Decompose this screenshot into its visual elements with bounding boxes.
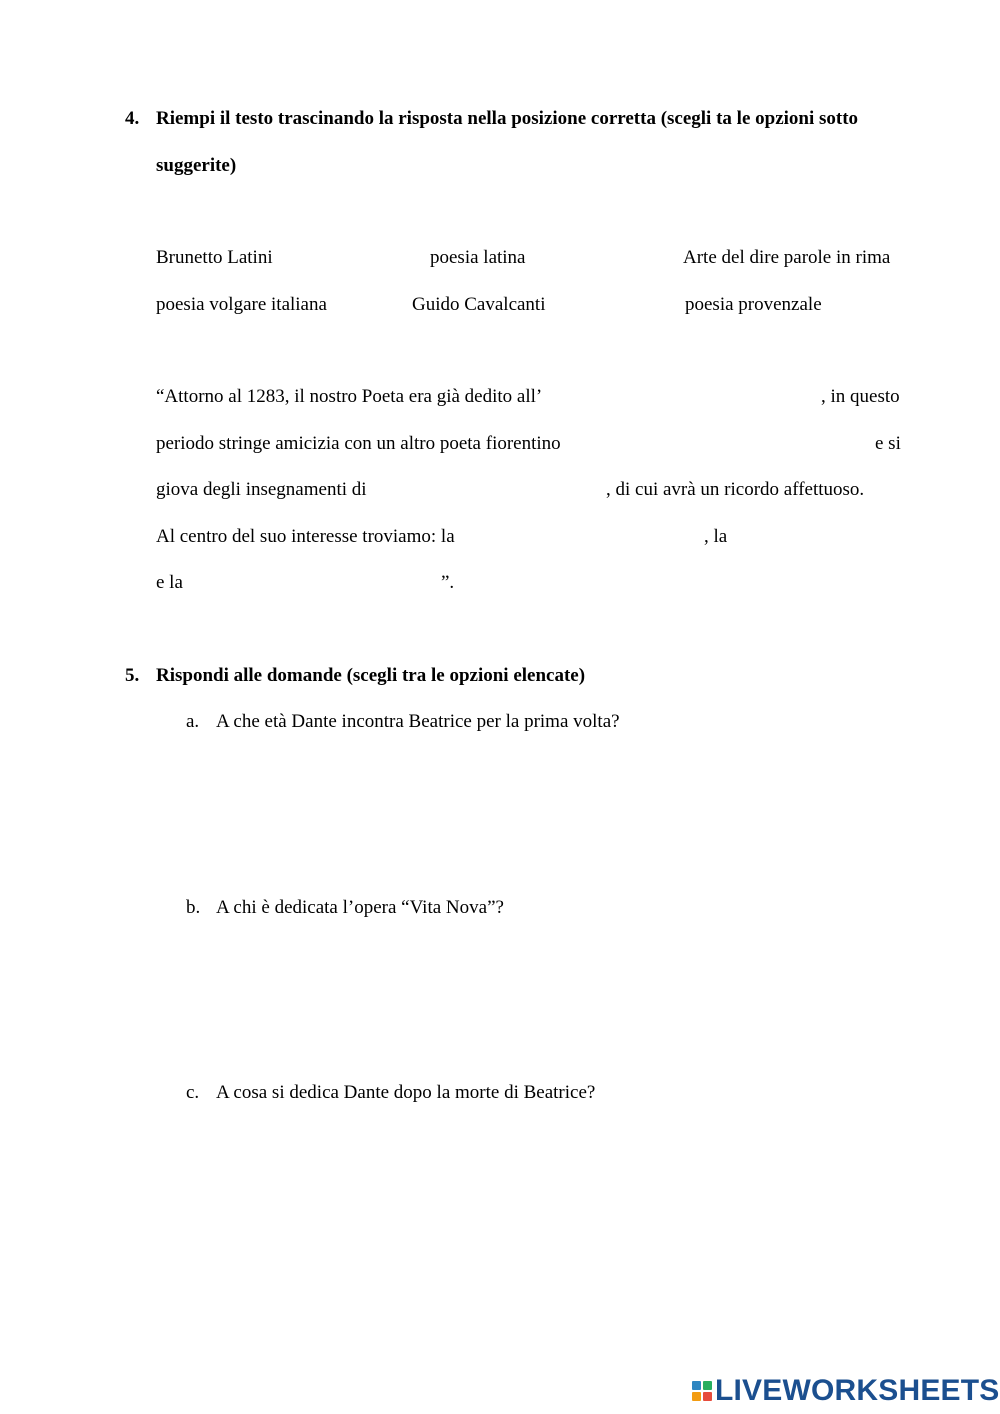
passage-line2-start: periodo stringe amicizia con un altro poeta fiorentino <box>156 433 561 454</box>
passage-line1-end: , in questo <box>821 386 900 407</box>
drop-blank-1[interactable] <box>568 383 816 409</box>
q5b-answer-area[interactable] <box>216 946 902 1036</box>
q5-instruction: Rispondi alle domande (scegli tra le opzioni elencate) <box>156 665 586 686</box>
passage-line4-end: , la <box>704 526 728 547</box>
mark-tile-2 <box>703 1381 712 1390</box>
q5b-text: A chi è dedicata l’opera “Vita Nova”? <box>216 897 504 918</box>
q5a-letter: a. <box>186 711 200 732</box>
mark-tile-4 <box>703 1392 712 1401</box>
option-poesia-latina[interactable]: poesia latina <box>430 247 526 268</box>
option-poesia-volgare-italiana[interactable]: poesia volgare italiana <box>156 294 327 315</box>
passage-line5-start: e la <box>156 572 183 593</box>
mark-tile-1 <box>692 1381 701 1390</box>
drop-blank-5[interactable] <box>738 523 902 549</box>
q5c-answer-area[interactable] <box>216 1131 902 1221</box>
logo-text: LIVEWORKSHEETS <box>715 1374 1000 1407</box>
passage-line1-start: “Attorno al 1283, il nostro Poeta era già dedito all’ <box>156 386 543 407</box>
drop-blank-2[interactable] <box>592 430 868 456</box>
q5a-answer-area[interactable] <box>216 760 902 850</box>
option-poesia-provenzale[interactable]: poesia provenzale <box>685 294 822 315</box>
liveworksheets-mark-icon <box>692 1381 712 1401</box>
option-guido-cavalcanti[interactable]: Guido Cavalcanti <box>412 294 546 315</box>
q5b-letter: b. <box>186 897 201 918</box>
q4-instruction-line1: Riempi il testo trascinando la risposta nella posizione corretta (scegli ta le opzioni sotto <box>156 108 859 129</box>
passage-line3-end: , di cui avrà un ricordo affettuoso. <box>606 479 865 500</box>
liveworksheets-logo <box>692 1376 1000 1406</box>
drop-blank-6[interactable] <box>190 569 438 595</box>
q5a-text: A che età Dante incontra Beatrice per la prima volta? <box>216 711 620 732</box>
passage-line5-end: ”. <box>441 572 455 593</box>
q5c-text: A cosa si dedica Dante dopo la morte di Beatrice? <box>216 1082 596 1103</box>
q4-instruction-line2: suggerite) <box>156 155 237 176</box>
mark-tile-3 <box>692 1392 701 1401</box>
option-arte-del-dire[interactable]: Arte del dire parole in rima <box>683 247 891 268</box>
passage-line2-end: e si <box>875 433 901 454</box>
drop-blank-3[interactable] <box>383 476 601 502</box>
q5c-letter: c. <box>186 1082 200 1103</box>
q4-number: 4. <box>125 108 140 129</box>
passage-line3-start: giova degli insegnamenti di <box>156 479 367 500</box>
option-brunetto-latini[interactable]: Brunetto Latini <box>156 247 273 268</box>
passage-line4-start: Al centro del suo interesse troviamo: la <box>156 526 455 547</box>
drop-blank-4[interactable] <box>477 523 699 549</box>
q5-number: 5. <box>125 665 140 686</box>
